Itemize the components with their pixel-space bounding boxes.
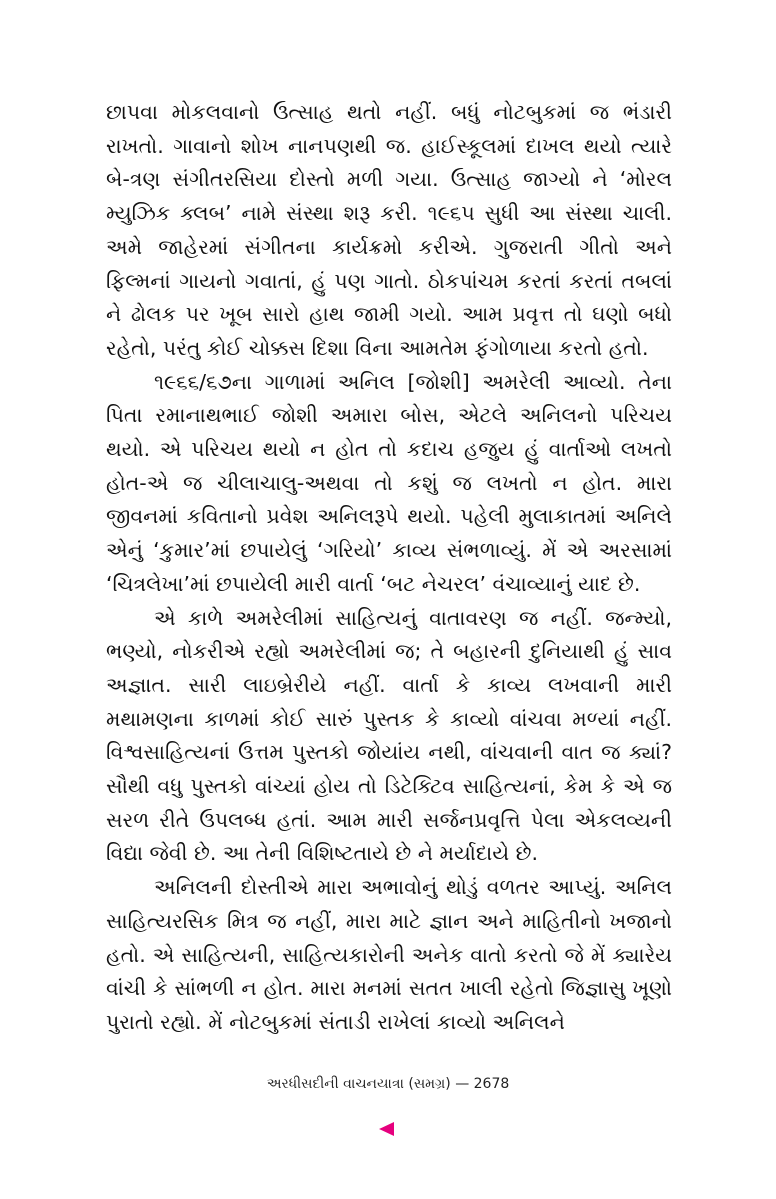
previous-page-arrow-icon[interactable] — [379, 1122, 394, 1136]
book-title: અરધીસદીની વાચનયાત્રા (સમગ્ર) — [266, 1076, 451, 1092]
paragraph-1: છાપવા મોકલવાનો ઉત્સાહ થતો નહીં. બધું નોટબુકમાં જ ભંડારી રાખતો. ગાવાનો શોખ નાનપણથી જ. હાઈસ્કૂલમાં દાખલ થયો ત્યારે બે-ત્રણ સંગીતરસિયા દોસ્તો મળી ગયા. ઉત્સાહ જાગ્યો ને ‘મોરલ મ્યુઝિક ક્લબ’ નામે સંસ્થા શરૂ કરી. ૧૯૬૫ સુધી આ સંસ્થા ચાલી. અમે જાહેરમાં સંગીતના કાર્યક્રમો કરીએ. ગુજરાતી ગીતો અને ફિલ્મનાં ગાયનો ગવાતાં, હું પણ ગાતો. ઠોકપાંચમ કરતાં કરતાં તબલાં ને ઢોલક પર ખૂબ સારો હાથ જામી ગયો. આમ પ્રવૃત્ત તો ઘણો બધો રહેતો, પરંતુ કોઈ ચોક્કસ દિશા વિના આમતેમ ફંગોળાયા કરતો હતો. — [106, 100, 672, 360]
footer-separator: — — [455, 1076, 470, 1092]
page-body — [106, 96, 672, 1040]
page-number: 2678 — [473, 1076, 510, 1092]
paragraph-2: ૧૯૬૬/૬૭ના ગાળામાં અનિલ [જોશી] અમરેલી આવ્યો. તેના પિતા રમાનાથભાઈ જોશી અમારા બોસ, એટલે અનિલનો પરિચય થયો. એ પરિચય થયો ન હોત તો કદાચ હજુય હું વાર્તાઓ લખતો હોત-એ જ ચીલાચાલુ-અથવા તો કશું જ લખતો ન હોત. મારા જીવનમાં કવિતાનો પ્રવેશ અનિલરૂપે થયો. પહેલી મુલાકાતમાં અનિલે એનું ‘કુમાર’માં છપાયેલું ‘ગરિયો’ કાવ્ય સંભળાવ્યું. મેં એ અરસામાં ‘ચિત્રલેખા’માં છપાયેલી મારી વાર્તા ‘બટ નેચરલ’ વંચાવ્યાનું યાદ છે. — [106, 369, 672, 596]
paragraph-3: એ કાળે અમરેલીમાં સાહિત્યનું વાતાવરણ જ નહીં. જન્મ્યો, ભણ્યો, નોકરીએ રહ્યો અમરેલીમાં જ; તે બહારની દુનિયાથી હું સાવ અજ્ઞાત. સારી લાઇબ્રેરીયે નહીં. વાર્તા કે કાવ્ય લખવાની મારી મથામણના કાળમાં કોઈ સારું પુસ્તક કે કાવ્યો વાંચવા મળ્યાં નહીં. વિશ્વસાહિત્યનાં ઉત્તમ પુસ્તકો જોયાંય નથી, વાંચવાની વાત જ ક્યાં? સૌથી વધુ પુસ્તકો વાંચ્યાં હોય તો ડિટેક્ટિવ સાહિત્યનાં, કેમ કે એ જ સરળ રીતે ઉપલબ્ધ હતાં. આમ મારી સર્જનપ્રવૃત્તિ પેલા એકલવ્યની વિદ્યા જેવી છે. આ તેની વિશિષ્ટતાયે છે ને મર્યાદાયે છે. — [106, 605, 672, 866]
paragraph-4: અનિલની દોસ્તીએ મારા અભાવોનું થોડું વળતર આપ્યું. અનિલ સાહિત્યરસિક મિત્ર જ નહીં, મારા માટે જ્ઞાન અને માહિતીનો ખજાનો હતો. એ સાહિત્યની, સાહિત્યકારોની અનેક વાતો કરતો જે મેં ક્યારેય વાંચી કે સાંભળી ન હોત. મારા મનમાં સતત ખાલી રહેતો જિજ્ઞાસુ ખૂણો પુરાતો રહ્યો. મેં નોટબુકમાં સંતાડી રાખેલાં કાવ્યો અનિલને — [106, 875, 672, 1034]
page-footer — [0, 1076, 776, 1092]
